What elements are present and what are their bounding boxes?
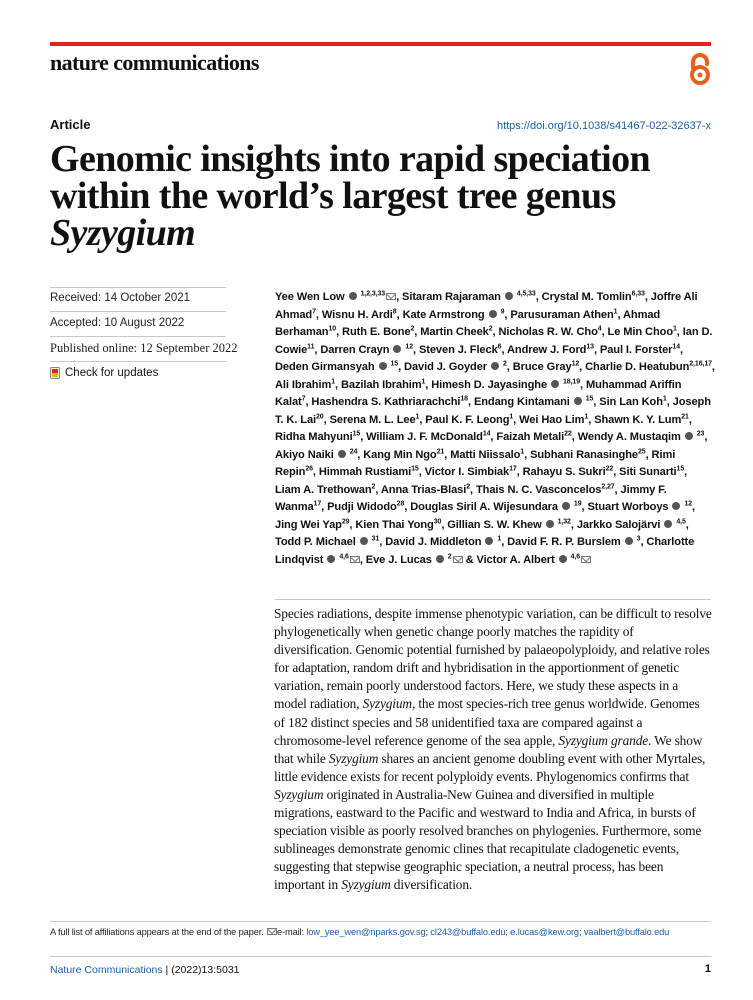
- footer-citation: [50, 964, 240, 976]
- author-entry: [366, 431, 490, 443]
- author-name[interactable]: Wisnu H. Ardi: [321, 308, 393, 321]
- author-name[interactable]: Matti Niissalo: [450, 448, 521, 461]
- author-affiliation: 1: [497, 535, 502, 543]
- author-entry: [507, 536, 640, 548]
- author-name[interactable]: Thais N. C. Vasconcelos: [475, 483, 602, 496]
- author-name[interactable]: Akiyo Naiki: [275, 448, 334, 461]
- author-entry: [322, 309, 397, 321]
- author-entry: [275, 361, 398, 373]
- author-entry: [523, 466, 614, 478]
- author-affiliation: 4,5,33: [516, 290, 536, 298]
- author-affiliation: 15: [390, 360, 399, 368]
- author-affiliation: 24: [349, 447, 358, 455]
- author-affiliation: 18,19: [563, 377, 581, 385]
- author-affiliation: 20: [316, 412, 324, 420]
- author-affiliation: 9: [500, 307, 505, 315]
- open-access-icon[interactable]: [686, 52, 714, 86]
- author-affiliation: 30: [433, 517, 442, 525]
- author-entry: [404, 361, 507, 373]
- title-line-3: Syzygium: [50, 212, 196, 254]
- author-affiliation: 31: [371, 535, 380, 543]
- author-entry: [275, 519, 349, 531]
- author-affiliation: 22: [605, 465, 614, 473]
- article-type: Article: [50, 117, 91, 132]
- author-entry: [275, 431, 360, 443]
- abstract-text: , the most species-rich tree genus worldwide. Genomes of 182 distinct species and 58 unidentified taxa are compared against a chromosome-level reference genome of the sea apple,: [274, 696, 700, 748]
- author-entry: [320, 344, 413, 356]
- author-name[interactable]: Parusuraman Athen: [510, 308, 614, 321]
- author-entry: [619, 466, 684, 478]
- author-entry: [578, 431, 705, 443]
- author-affiliation: 12: [405, 342, 413, 350]
- author-entry: [363, 449, 444, 461]
- author-affiliation: 4,6: [339, 552, 349, 560]
- orcid-icon[interactable]: [349, 292, 357, 300]
- author-entry: [410, 501, 581, 513]
- author-affiliation: 18: [460, 395, 468, 403]
- author-name[interactable]: Rimi Repin: [275, 448, 676, 478]
- author-entry: [275, 536, 379, 548]
- author-name[interactable]: Jing Wei Yap: [275, 518, 342, 531]
- author-entry: [447, 519, 571, 531]
- orcid-icon[interactable]: [505, 292, 513, 300]
- journal-header-bar: [50, 42, 711, 46]
- affiliations-note: A full list of affiliations appears at the end of the paper.: [50, 927, 264, 937]
- author-affiliation: 17: [509, 465, 517, 473]
- author-entry: [419, 344, 501, 356]
- author-entry: [402, 291, 536, 303]
- author-affiliation: 1,32: [557, 517, 571, 525]
- author-name[interactable]: Darren Crayn: [320, 343, 390, 356]
- abstract-text: originated in Australia-New Guinea and diversified in multiple migrations, eastward to the Pacific and westward to India and Africa, in bursts of speciation visible as poorly resolved branches on phylogenies. Furthermore, some sublineages demonstrate genomic clines that recapitulate cladogenetic events, suggesting that stepwise geographic speciation, a neutral process, has been important in: [274, 786, 702, 893]
- orcid-icon[interactable]: [562, 502, 570, 510]
- author-affiliation: 2: [410, 325, 415, 333]
- abstract-italic: Syzygium: [341, 877, 391, 893]
- author-affiliation: 1: [673, 325, 677, 333]
- author-affiliation: 23: [696, 430, 705, 438]
- author-affiliation: 12: [571, 360, 580, 368]
- author-affiliation: 8: [392, 307, 397, 315]
- author-name[interactable]: Le Min Choo: [607, 326, 673, 338]
- author-affiliation: 2: [371, 482, 376, 490]
- abstract-text: diversification.: [390, 877, 473, 893]
- orcid-icon[interactable]: [338, 450, 346, 458]
- author-name[interactable]: David J. Middleton: [385, 536, 482, 548]
- author-entry: [311, 396, 468, 408]
- author-affiliation: 21: [436, 447, 445, 455]
- footnote-divider: [50, 921, 711, 922]
- author-entry: [450, 449, 524, 461]
- author-entry: [275, 291, 396, 303]
- abstract-italic: Syzygium: [328, 750, 379, 766]
- author-entry: [466, 554, 591, 566]
- author-name[interactable]: Jarkko Salojärvi: [576, 518, 661, 531]
- author-affiliation: 1: [331, 377, 336, 385]
- abstract-italic: Syzygium: [362, 696, 412, 712]
- author-name[interactable]: Bazilah Ibrahim: [341, 378, 422, 391]
- author-name[interactable]: Kate Armstrong: [402, 308, 485, 321]
- orcid-icon[interactable]: [546, 520, 554, 528]
- author-entry: [474, 396, 593, 408]
- author-affiliation: 14: [672, 342, 680, 350]
- doi-link[interactable]: https://doi.org/10.1038/s41467-022-32637-x: [496, 120, 711, 132]
- email-link[interactable]: vaalbert@buffalo.edu: [583, 927, 670, 937]
- author-name[interactable]: David F. R. P. Burslem: [507, 536, 621, 548]
- author-entry: [585, 361, 712, 373]
- author-name[interactable]: Endang Kintamani: [473, 396, 570, 408]
- author-affiliation: 2: [488, 325, 493, 333]
- author-affiliation: 11: [307, 342, 315, 350]
- author-affiliation: 19: [573, 500, 582, 508]
- author-name[interactable]: Sin Lan Koh: [599, 396, 663, 408]
- orcid-icon[interactable]: [327, 555, 335, 563]
- author-name[interactable]: Bruce Gray: [512, 361, 572, 373]
- author-entry: [341, 379, 425, 391]
- author-name[interactable]: Charlie D. Heatubun: [585, 361, 690, 373]
- orcid-icon[interactable]: [574, 397, 582, 405]
- author-name[interactable]: Faizah Metali: [496, 431, 565, 443]
- abstract-divider: [275, 599, 711, 600]
- author-entry: [366, 554, 463, 566]
- email-label: e-mail:: [277, 927, 304, 937]
- author-affiliation: 10: [328, 325, 337, 333]
- title-line-2: within the world’s largest tree genus: [50, 175, 616, 217]
- email-icon[interactable]: [581, 556, 591, 563]
- author-affiliation: 2: [502, 360, 507, 368]
- author-name[interactable]: Joseph T. K. Lai: [275, 396, 711, 426]
- author-affiliation: 3: [636, 535, 641, 543]
- author-name[interactable]: David J. Goyder: [404, 361, 488, 373]
- author-name[interactable]: Paul K. F. Leong: [425, 413, 510, 426]
- meta-divider: [50, 361, 226, 362]
- author-affiliation: 4,6: [570, 552, 581, 560]
- author-name[interactable]: Wendy A. Mustaqim: [577, 431, 681, 443]
- author-name[interactable]: Subhani Ranasinghe: [530, 448, 638, 461]
- author-affiliation: 1,2,3,33: [360, 290, 386, 298]
- author-affiliation: 15: [676, 465, 685, 473]
- author-entry: [513, 361, 579, 373]
- author-entry: [425, 466, 517, 478]
- author-name[interactable]: Anna Trias-Blasi: [380, 483, 467, 496]
- author-entry: [420, 326, 492, 338]
- author-entry: [385, 536, 501, 548]
- author-affiliation: 2: [447, 552, 452, 560]
- author-affiliation: 12: [684, 500, 693, 508]
- author-name[interactable]: Himmah Rustiami: [318, 466, 412, 478]
- published-date: Published online: 12 September 2022: [50, 341, 238, 355]
- author-name[interactable]: Hashendra S. Kathriarachchi: [311, 396, 461, 408]
- author-affiliation: 26: [305, 465, 313, 473]
- accepted-date: Accepted: 10 August 2022: [50, 317, 185, 329]
- email-icon[interactable]: [350, 556, 360, 563]
- author-name[interactable]: Ruth E. Bone: [342, 326, 411, 338]
- orcid-icon[interactable]: [393, 345, 401, 353]
- author-name[interactable]: Shawn K. Y. Lum: [594, 413, 682, 426]
- author-name[interactable]: Liam A. Trethowan: [275, 483, 372, 496]
- author-name[interactable]: Stuart Worboys: [587, 501, 669, 513]
- orcid-icon[interactable]: [379, 362, 387, 370]
- check-updates-icon: [50, 367, 60, 379]
- check-for-updates-link[interactable]: [50, 367, 158, 379]
- author-name[interactable]: Ian D. Cowie: [275, 326, 713, 356]
- footer-volume: | (2022)13:5031: [162, 964, 240, 976]
- email-icon: [267, 928, 277, 935]
- author-name[interactable]: Sitaram Rajaraman: [402, 291, 501, 303]
- author-entry: [577, 519, 686, 531]
- author-entry: [498, 326, 601, 338]
- author-affiliation: 1: [415, 412, 420, 420]
- author-entry: [275, 449, 357, 461]
- orcid-icon[interactable]: [685, 432, 693, 440]
- author-affiliation: 15: [411, 465, 419, 473]
- author-entry: [342, 326, 414, 338]
- author-affiliation: 28: [396, 500, 405, 508]
- author-entry: [496, 431, 571, 443]
- article-title: [50, 138, 710, 254]
- author-affiliation: 6: [497, 342, 502, 350]
- email-icon[interactable]: [386, 293, 396, 300]
- orcid-icon[interactable]: [360, 537, 368, 545]
- author-entry: [587, 501, 692, 513]
- author-affiliation: 25: [637, 447, 646, 455]
- email-icon[interactable]: [453, 556, 463, 563]
- abstract-text: . We show that while: [274, 732, 703, 766]
- author-affiliation: 15: [352, 430, 361, 438]
- author-entry: [599, 396, 666, 408]
- author-affiliation: 4: [597, 325, 602, 333]
- author-affiliation: 13: [586, 342, 594, 350]
- author-name[interactable]: Andrew J. Ford: [507, 343, 587, 356]
- email-link[interactable]: low_yee_wen@nparks.gov.sg: [306, 927, 426, 937]
- author-affiliation: 2: [466, 482, 471, 490]
- author-entry: [425, 414, 513, 426]
- author-entry: [530, 449, 646, 461]
- author-affiliation: 21: [681, 412, 689, 420]
- meta-divider: [50, 311, 226, 312]
- orcid-icon[interactable]: [436, 555, 444, 563]
- footer-divider: [50, 956, 711, 957]
- journal-name: nature communications: [50, 50, 259, 75]
- author-affiliation: 2,16,17: [689, 360, 712, 368]
- author-name[interactable]: Ahmad Berhaman: [275, 308, 661, 338]
- author-affiliation: 17: [313, 500, 322, 508]
- meta-divider: [50, 336, 226, 337]
- abstract: [274, 605, 712, 895]
- abstract-italic: Syzygium grande: [558, 732, 649, 748]
- author-name[interactable]: William J. F. McDonald: [366, 431, 483, 443]
- author-name[interactable]: Rahayu S. Sukri: [522, 466, 606, 478]
- orcid-icon[interactable]: [485, 537, 493, 545]
- author-name[interactable]: Jimmy F. Wanma: [275, 483, 667, 513]
- orcid-icon[interactable]: [489, 310, 497, 318]
- author-name[interactable]: Serena M. L. Lee: [329, 413, 416, 426]
- author-name[interactable]: Yee Wen Low: [275, 291, 345, 303]
- orcid-icon[interactable]: [559, 555, 567, 563]
- author-name[interactable]: Eve J. Lucas: [365, 553, 432, 566]
- author-affiliation: 1: [584, 412, 589, 420]
- author-name[interactable]: Muhammad Ariffin Kalat: [275, 378, 682, 408]
- author-entry: [510, 309, 617, 321]
- author-affiliation: 1: [613, 307, 618, 315]
- author-affiliation: 15: [585, 395, 594, 403]
- orcid-icon[interactable]: [551, 380, 559, 388]
- author-name[interactable]: Himesh D. Jayasinghe: [431, 378, 548, 391]
- meta-divider: [50, 287, 226, 288]
- author-name[interactable]: Todd P. Michael: [275, 536, 356, 548]
- author-name[interactable]: Paul I. Forster: [599, 343, 673, 356]
- author-name[interactable]: Victor A. Albert: [476, 553, 555, 566]
- author-name[interactable]: Nicholas R. W. Cho: [498, 326, 598, 338]
- author-name[interactable]: Siti Sunarti: [619, 466, 677, 478]
- author-affiliation: 1: [421, 377, 426, 385]
- author-affiliation: 1: [509, 412, 514, 420]
- check-updates-label: Check for updates: [65, 367, 159, 379]
- email-link[interactable]: cl243@buffalo.edu: [430, 927, 506, 937]
- author-entry: [431, 379, 580, 391]
- author-entry: [327, 501, 404, 513]
- author-affiliation: 7: [312, 307, 316, 315]
- author-name[interactable]: Gillian S. W. Khew: [447, 518, 542, 531]
- author-name[interactable]: Deden Girmansyah: [275, 361, 375, 373]
- author-name[interactable]: Douglas Siril A. Wijesundara: [410, 501, 558, 513]
- abstract-text: Species radiations, despite immense phenotypic variation, can be difficult to resolve phylogenetically when genetic change poorly matches the rapidity of diversification. Genomic potential furnished by palaeopolyploidy, and relative roles for adaptation, random drift and hybridisation in the apportionment of genetic variation, remain poorly understood factors. Here, we study these aspects in a model radiation,: [274, 606, 712, 712]
- title-line-1: Genomic insights into rapid speciation: [50, 138, 651, 180]
- author-name[interactable]: Wei Hao Lim: [519, 413, 585, 426]
- author-name[interactable]: Victor I. Simbiak: [424, 466, 510, 478]
- author-entry: [330, 414, 420, 426]
- author-entry: [355, 519, 441, 531]
- author-affiliation: 1: [662, 395, 667, 403]
- author-list: Yee Wen Low $^{1,2,3,33}$ , Sitaram Rajaraman $^{4,5,33}$, Crystal M. Tomlin$^{6,33}$, Joffre Ali Ahmad$^7$, Wisnu H. Ardi$^8$, Kate Armstrong $^9$, Parusuraman Athen$^1$, Ahmad Berhaman$^{10}$, Ruth E. Bone$^2$, Martin Cheek$^2$, Nicholas R. W. Cho$^4$, Le Min Choo$^1$, Ian D. Cowie$^{11}$, Darren Crayn $^{12}$, Steven J. Fleck$^6$, Andrew J. Ford$^{13}$, Paul I. Forster$^{14}$, Deden Girmansyah $^{15}$, David J. Goyder $^2$, Bruce Gray$^{12}$, Charlie D. Heatubun$^{2,16,17}$, Ali Ibrahim$^1$, Bazilah Ibrahim$^1$, Himesh D. Jayasinghe $^{18,19}$, Muhammad Ariffin Kalat$^7$, Hashendra S. Kathriarachchi$^{18}$, Endang Kintamani $^{15}$, Sin Lan Koh$^1$, Joseph T. K. Lai$^{20}$, Serena M. L. Lee$^1$, Paul K. F. Leong$^1$, Wei Hao Lim$^1$, Shawn K. Y. Lum$^{21}$, Ridha Mahyuni$^{15}$, William J. F. McDonald$^{14}$, Faizah Metali$^{22}$, Wendy A. Mustaqim $^{23}$, Akiyo Naiki $^{24}$, Kang Min Ngo$^{21}$, Matti Niissalo$^1$, Subhani Ranasinghe$^{25}$, Rimi Repin$^{26}$, Himmah Rustiami$^{15}$, Victor I. Simbiak$^{17}$, Rahayu S. Sukri$^{22}$, Siti Sunarti$^{15}$, Liam A. Trethowan$^2$, Anna Trias-Blasi$^2$, Thais N. C. Vasconcelos$^{2,27}$, Jimmy F. Wanma$^{17}$, Pudji Widodo$^{28}$, Douglas Siril A. Wijesundara $^{19}$, Stuart Worboys $^{12}$, Jing Wei Yap$^{29}$, Kien Thai Yong$^{30}$, Gillian S. W. Khew $^{1,32}$, Jarkko Salojärvi $^{4,5}$, Todd P. Michael $^{31}$, David J. Middleton $^1$, David F. R. P. Burslem $^3$, Charlotte Lindqvist $^{4,6}$ , Eve J. Lucas $^2$ & Victor A. Albert $^{4,6}$: [275, 290, 715, 566]
- abstract-italic: Syzygium: [274, 786, 324, 802]
- author-entry: [476, 484, 615, 496]
- author-entry: [600, 344, 680, 356]
- author-entry: [507, 344, 594, 356]
- author-affiliation: 1: [520, 447, 525, 455]
- author-name[interactable]: Charlotte Lindqvist: [275, 536, 695, 566]
- email-link[interactable]: e.lucas@kew.org: [510, 927, 579, 937]
- author-name[interactable]: Ridha Mahyuni: [275, 431, 353, 443]
- affiliations-footnote: [50, 927, 712, 937]
- author-affiliation: 2,27: [601, 482, 615, 490]
- author-entry: [403, 309, 505, 321]
- author-entry: [319, 466, 419, 478]
- author-name[interactable]: Pudji Widodo: [327, 501, 397, 513]
- orcid-icon[interactable]: [491, 362, 499, 370]
- author-entry: [275, 484, 375, 496]
- email-list: low_yee_wen@nparks.gov.sg; cl243@buffalo.edu; e.lucas@kew.org; vaalbert@buffalo.edu: [306, 927, 670, 937]
- author-name[interactable]: Martin Cheek: [420, 326, 489, 338]
- orcid-icon[interactable]: [664, 520, 672, 528]
- received-date: Received: 14 October 2021: [50, 292, 191, 304]
- author-entry: [608, 326, 677, 338]
- author-affiliation: 4,5: [676, 517, 686, 525]
- orcid-icon[interactable]: [672, 502, 680, 510]
- author-name[interactable]: Crystal M. Tomlin: [541, 291, 632, 303]
- author-entry: [594, 414, 689, 426]
- author-name[interactable]: Steven J. Fleck: [418, 343, 498, 356]
- abstract-text: shares an ancient genome doubling event with other Myrtales, little evidence exists for recent polyploidy events. Phylogenomics confirms that: [274, 750, 706, 784]
- author-entry: [275, 379, 335, 391]
- footer-journal-name[interactable]: Nature Communications: [50, 964, 163, 976]
- author-affiliation: 22: [564, 430, 572, 438]
- author-entry: [542, 291, 645, 303]
- author-name[interactable]: Kien Thai Yong: [355, 518, 434, 531]
- author-name[interactable]: Joffre Ali Ahmad: [275, 291, 698, 321]
- author-affiliation: 14: [482, 430, 491, 438]
- author-name[interactable]: Kang Min Ngo: [363, 448, 437, 461]
- author-affiliation: 6,33: [631, 290, 645, 298]
- author-affiliation: 7: [301, 395, 306, 403]
- page-number: 1: [704, 963, 711, 975]
- author-name[interactable]: Ali Ibrahim: [275, 378, 332, 391]
- author-entry: [381, 484, 470, 496]
- author-conjunction: &: [465, 553, 477, 566]
- author-affiliation: 29: [341, 517, 350, 525]
- author-entry: [519, 414, 588, 426]
- orcid-icon[interactable]: [625, 537, 633, 545]
